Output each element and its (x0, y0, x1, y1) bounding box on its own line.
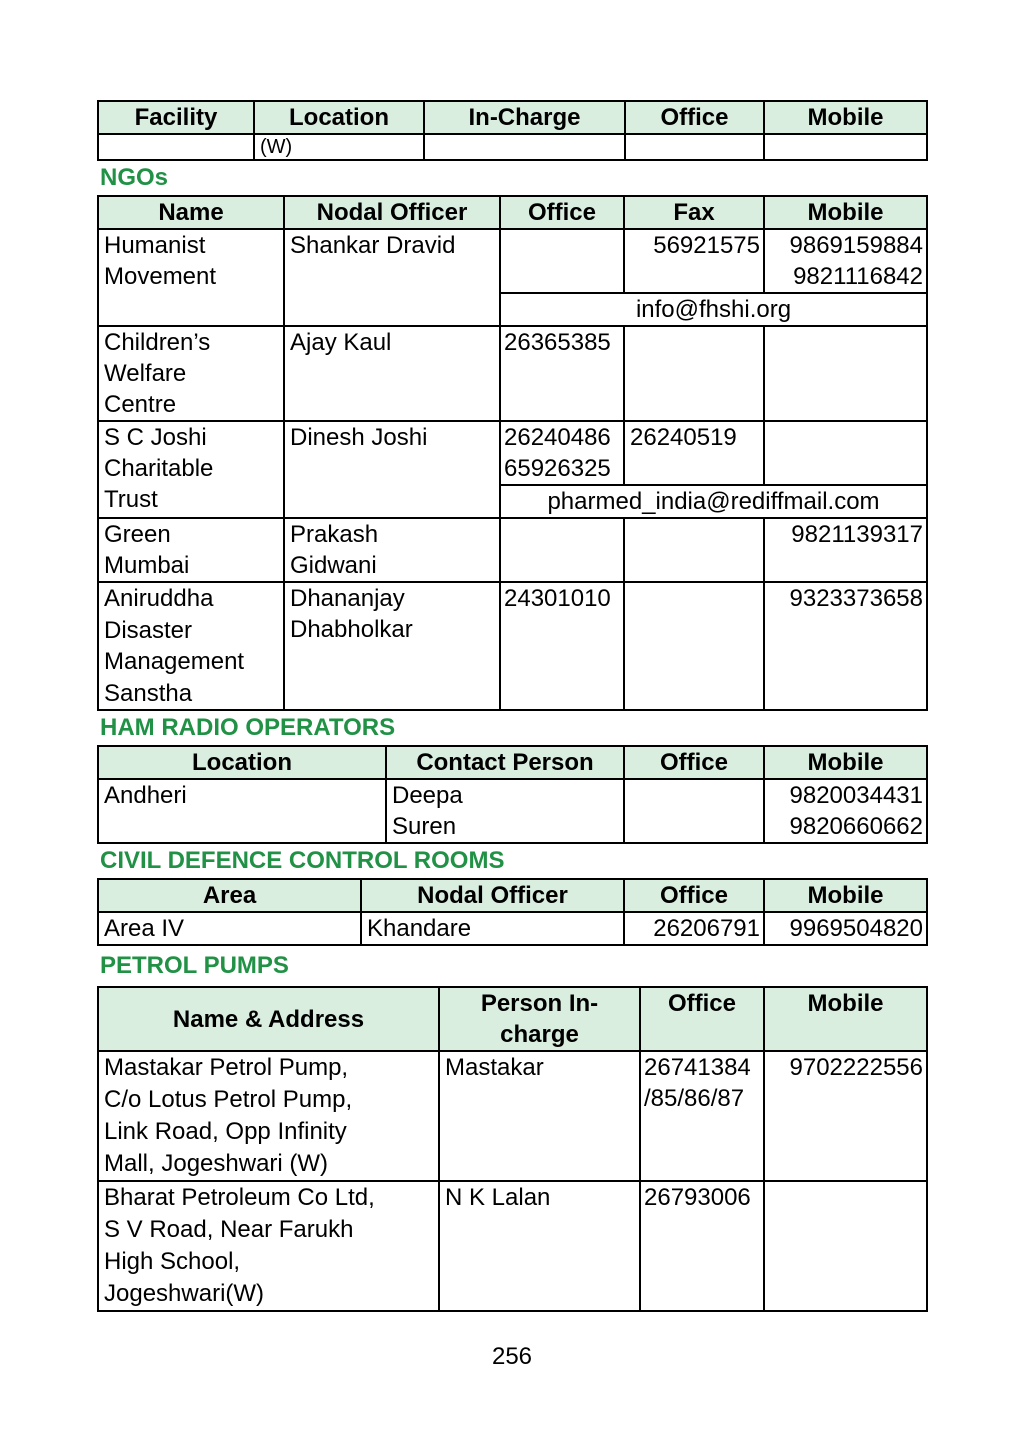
ngo-fax: 26240519 (624, 421, 764, 485)
petrol-header-row (98, 987, 927, 1051)
page-number: 256 (491, 1343, 533, 1370)
ngo-officer: Ajay Kaul (284, 326, 500, 421)
cell (98, 134, 254, 160)
col-mobile: Mobile (764, 746, 927, 779)
cell: (W) (254, 134, 424, 160)
ham-table (97, 745, 928, 844)
col-nodal-officer: Nodal Officer (284, 196, 500, 229)
ngo-mobile (764, 326, 927, 421)
col-facility: Facility (98, 101, 254, 134)
section-title-civil-defence: CIVIL DEFENCE CONTROL ROOMS (100, 847, 505, 874)
ngos-header-row (98, 196, 927, 229)
pump-person: N K Lalan (439, 1181, 640, 1311)
ngo-mobile: 9821139317 (764, 518, 927, 582)
facility-table (97, 100, 928, 161)
ngo-name: S C Joshi Charitable Trust (98, 421, 284, 518)
ngo-fax: 56921575 (624, 229, 764, 293)
table-row (98, 518, 927, 582)
petrol-pumps-table (97, 986, 928, 1312)
col-area: Area (98, 879, 361, 912)
civil-officer: Khandare (361, 912, 624, 945)
table-row (98, 421, 927, 485)
ngo-mobile: 9869159884 9821116842 (764, 229, 927, 293)
col-office: Office (625, 101, 764, 134)
civil-office: 26206791 (624, 912, 764, 945)
ham-mobile: 9820034431 9820660662 (764, 779, 927, 843)
ngo-officer: Prakash Gidwani (284, 518, 500, 582)
ngo-officer: Dhananjay Dhabholkar (284, 582, 500, 710)
table-row (98, 1051, 927, 1181)
table-row (98, 1181, 927, 1311)
civil-area: Area IV (98, 912, 361, 945)
cell (764, 134, 927, 160)
civil-header-row (98, 879, 927, 912)
pump-person: Mastakar (439, 1051, 640, 1181)
table-row (98, 326, 927, 421)
pump-office: 26741384 /85/86/87 (640, 1051, 764, 1181)
col-location: Location (98, 746, 386, 779)
col-name-address: Name & Address (98, 987, 439, 1051)
ngo-fax (624, 518, 764, 582)
cell (424, 134, 625, 160)
col-mobile: Mobile (764, 101, 927, 134)
cell (625, 134, 764, 160)
section-title-petrol-pumps: PETROL PUMPS (100, 952, 289, 979)
civil-defence-table (97, 878, 928, 946)
col-office: Office (624, 746, 764, 779)
table-row (98, 582, 927, 710)
col-person-in-charge: Person In-charge (439, 987, 640, 1051)
ngo-name: Children’s Welfare Centre (98, 326, 284, 421)
col-location: Location (254, 101, 424, 134)
ham-contact: Deepa Suren (386, 779, 624, 843)
col-mobile: Mobile (764, 987, 927, 1051)
ngo-office: 26240486 65926325 (500, 421, 624, 485)
pump-name-address: Mastakar Petrol Pump, C/o Lotus Petrol Pump, Link Road, Opp Infinity Mall, Jogeshwari (W) (98, 1051, 439, 1181)
col-fax: Fax (624, 196, 764, 229)
table-row (98, 229, 927, 293)
col-mobile: Mobile (764, 879, 927, 912)
col-office: Office (640, 987, 764, 1051)
ngo-email: info@fhshi.org (500, 293, 927, 326)
section-title-ngos: NGOs (100, 164, 169, 191)
ngo-fax (624, 582, 764, 710)
ngo-name: Aniruddha Disaster Management Sanstha (98, 582, 284, 710)
ngo-mobile: 9323373658 (764, 582, 927, 710)
pump-office: 26793006 (640, 1181, 764, 1311)
col-in-charge: In-Charge (424, 101, 625, 134)
ngo-office: 24301010 (500, 582, 624, 710)
ngo-officer: Shankar Dravid (284, 229, 500, 326)
ngo-email: pharmed_india@rediffmail.com (500, 485, 927, 518)
ngo-mobile (764, 421, 927, 485)
col-mobile: Mobile (764, 196, 927, 229)
facility-header-row (98, 101, 927, 134)
col-name: Name (98, 196, 284, 229)
ngo-fax (624, 326, 764, 421)
pump-mobile (764, 1181, 927, 1311)
col-nodal-officer: Nodal Officer (361, 879, 624, 912)
ham-header-row (98, 746, 927, 779)
ngo-office (500, 229, 624, 293)
ngo-office (500, 518, 624, 582)
table-row (98, 134, 927, 160)
table-row (98, 779, 927, 843)
ngo-officer: Dinesh Joshi (284, 421, 500, 518)
ngo-name: Humanist Movement (98, 229, 284, 326)
col-contact-person: Contact Person (386, 746, 624, 779)
ham-office (624, 779, 764, 843)
ham-location: Andheri (98, 779, 386, 843)
col-office: Office (500, 196, 624, 229)
ngo-name: Green Mumbai (98, 518, 284, 582)
ngos-table (97, 195, 928, 711)
page-content (97, 100, 926, 1312)
pump-name-address: Bharat Petroleum Co Ltd, S V Road, Near Farukh High School, Jogeshwari(W) (98, 1181, 439, 1311)
col-office: Office (624, 879, 764, 912)
ngo-office: 26365385 (500, 326, 624, 421)
section-title-ham: HAM RADIO OPERATORS (100, 714, 396, 741)
civil-mobile: 9969504820 (764, 912, 927, 945)
table-row (98, 912, 927, 945)
pump-mobile: 9702222556 (764, 1051, 927, 1181)
